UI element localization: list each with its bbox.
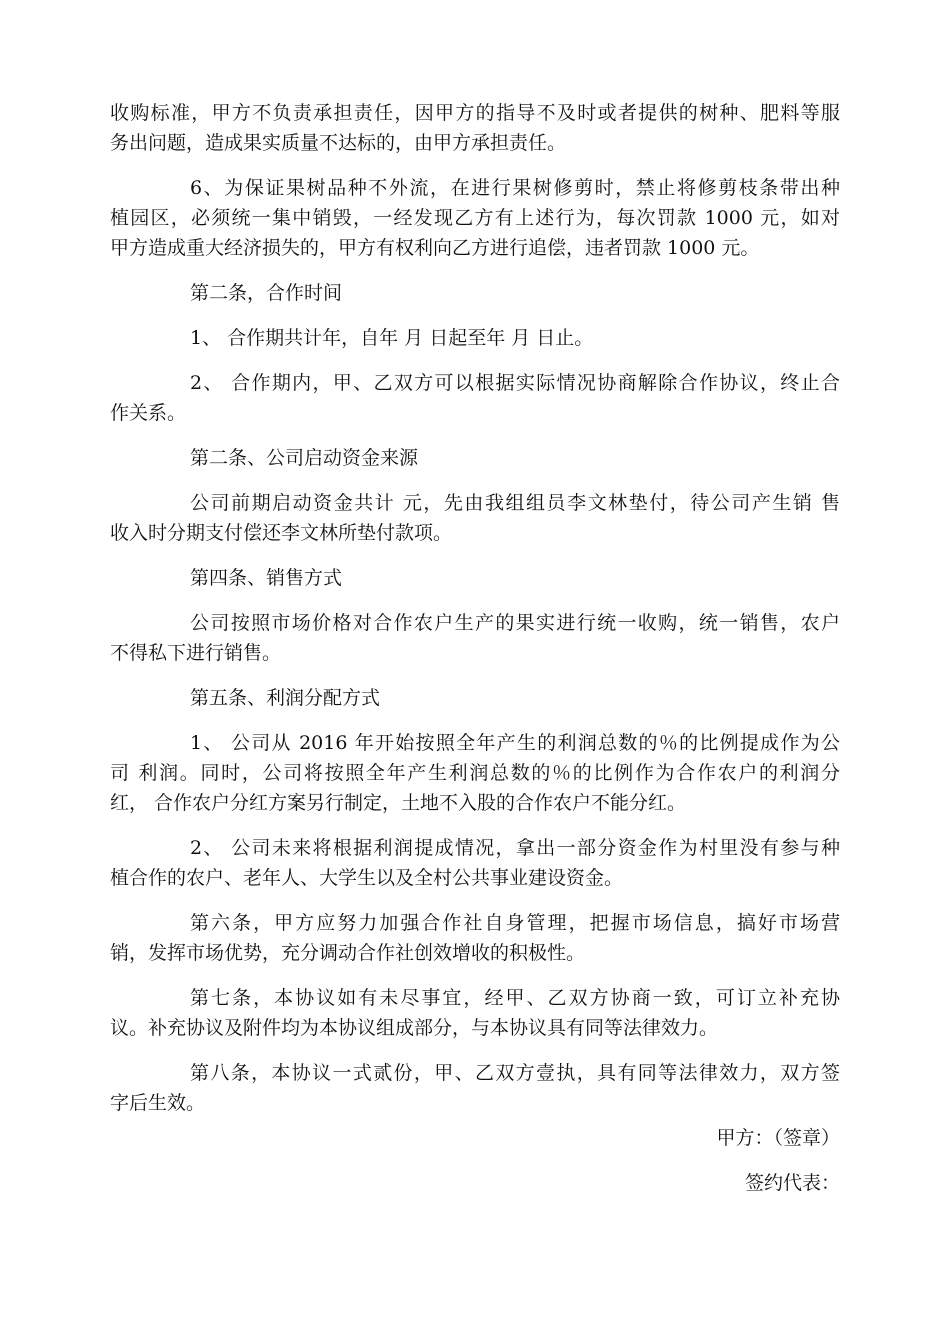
text-line: 甲方造成重大经济损失的，甲方有权利向乙方进行追偿，违者罚款 1000 元。 <box>110 237 760 259</box>
text-line: 不得私下进行销售。 <box>110 642 282 664</box>
section-heading: 第五条、利润分配方式 <box>190 687 381 709</box>
text-line: 植园区，必须统一集中销毁，一经发现乙方有上述行为，每次罚款 1000 元，如对 <box>110 207 840 229</box>
section-heading: 第二条、公司启动资金来源 <box>190 447 419 469</box>
text-line: 收入时分期支付偿还李文林所垫付款项。 <box>110 522 453 544</box>
text-line: 植合作的农户、老年人、大学生以及全村公共事业建设资金。 <box>110 867 624 889</box>
text-line: 议。补充协议及附件均为本协议组成部分，与本协议具有同等法律效力。 <box>110 1017 719 1039</box>
representative-label: 签约代表： <box>744 1172 840 1194</box>
text-line: 2、 公司未来将根据利润提成情况，拿出一部分资金作为村里没有参与种 <box>190 837 840 859</box>
text-line: 务出问题，造成果实质量不达标的，由甲方承担责任。 <box>110 132 567 154</box>
text-line: 1、 公司从 2016 年开始按照全年产生的利润总数的％的比例提成作为公 <box>190 732 840 754</box>
text-line: 红， 合作农户分红方案另行制定，土地不入股的合作农户不能分红。 <box>110 792 687 814</box>
text-line: 第八条，本协议一式贰份，甲、乙双方壹执，具有同等法律效力，双方签 <box>190 1062 840 1084</box>
text-line: 第六条，甲方应努力加强合作社自身管理，把握市场信息，搞好市场营 <box>190 912 840 934</box>
text-line: 字后生效。 <box>110 1092 206 1114</box>
text-line: 公司按照市场价格对合作农户生产的果实进行统一收购，统一销售，农户 <box>190 612 840 634</box>
text-line: 司 利润。同时，公司将按照全年产生利润总数的％的比例作为合作农户的利润分 <box>110 762 840 784</box>
text-line: 第七条，本协议如有未尽事宜，经甲、乙双方协商一致，可订立补充协 <box>190 987 840 1009</box>
text-line: 收购标准，甲方不负责承担责任，因甲方的指导不及时或者提供的树种、肥料等服 <box>110 102 840 124</box>
text-line: 2、 合作期内，甲、乙双方可以根据实际情况协商解除合作协议，终止合 <box>190 372 840 394</box>
text-line: 作关系。 <box>110 402 187 424</box>
party-a-signature-label: 甲方：（签章） <box>716 1127 840 1149</box>
text-line: 销，发挥市场优势，充分调动合作社创效增收的积极性。 <box>110 942 586 964</box>
text-line: 1、 合作期共计年，自年 月 日起至年 月 日止。 <box>190 327 594 349</box>
section-heading: 第四条、销售方式 <box>190 567 343 589</box>
section-heading: 第二条，合作时间 <box>190 282 343 304</box>
text-line: 公司前期启动资金共计 元，先由我组组员李文林垫付，待公司产生销 售 <box>190 492 840 514</box>
text-line: 6、为保证果树品种不外流，在进行果树修剪时，禁止将修剪枝条带出种 <box>190 177 840 199</box>
